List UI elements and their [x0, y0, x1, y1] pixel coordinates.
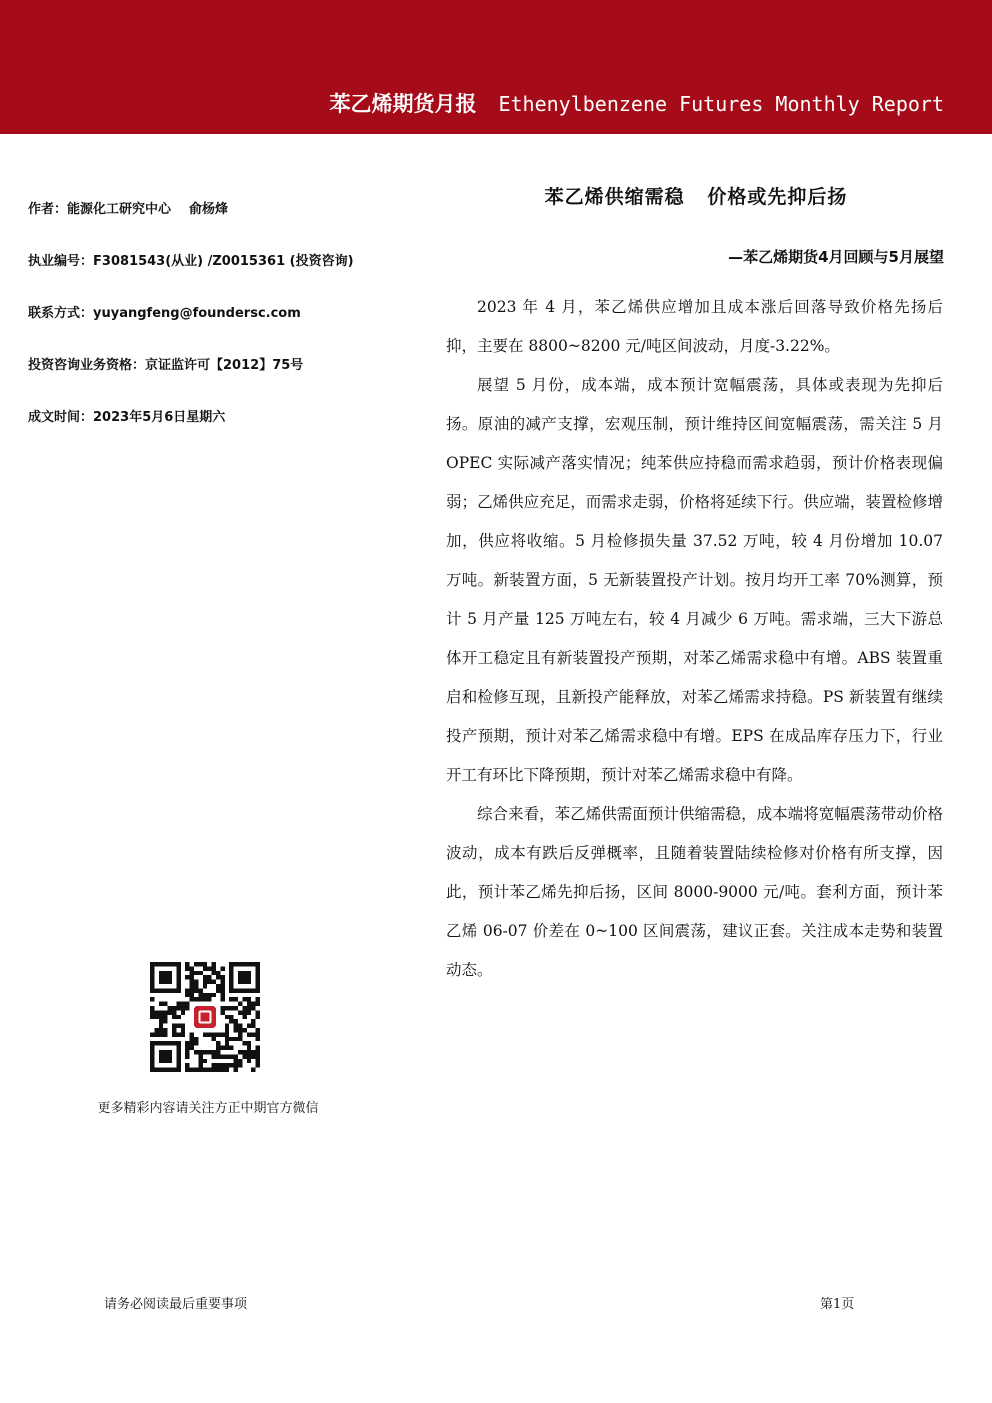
qualification-value: 京证监许可【2012】75号 [145, 358, 304, 373]
report-title: 苯乙烯供缩需稳 价格或先抑后扬 [544, 186, 848, 208]
author-row [28, 200, 418, 252]
author-name: 俞杨烽 [189, 202, 229, 217]
qualification-row [28, 356, 418, 408]
qualification-label: 投资咨询业务资格： [28, 358, 146, 373]
header-banner [0, 0, 992, 134]
license-row [28, 252, 418, 304]
author-info [28, 200, 418, 460]
qr-code-icon [150, 962, 260, 1072]
footer-notice: 请务必阅读最后重要事项 [104, 1297, 248, 1312]
contact-email[interactable]: yuyangfeng@foundersc.com [93, 306, 301, 321]
contact-row [28, 304, 418, 356]
report-body [446, 288, 943, 990]
qr-caption: 更多精彩内容请关注方正中期官方微信 [97, 1101, 319, 1116]
header-title [329, 88, 944, 122]
date-label: 成文时间： [28, 410, 94, 425]
body-paragraph: 综合来看，苯乙烯供需面预计供缩需稳，成本端将宽幅震荡带动价格波动，成本有跌后反弹概率，且随着装置陆续检修对价格有所支撑，因此，预计苯乙烯先抑后扬，区间 8000-9000 元/吨。套利方面，预计苯乙烯 06-07 价差在 0~100 区间震荡，建议正套。关注成本走势和装置动态。 [446, 805, 943, 979]
contact-label: 联系方式： [28, 306, 94, 321]
author-org: 能源化工研究中心 [67, 202, 172, 217]
date-row [28, 408, 418, 460]
body-paragraph: 2023 年 4 月，苯乙烯供应增加且成本涨后回落导致价格先扬后抑，主要在 8800~8200 元/吨区间波动，月度-3.22%。 [446, 298, 943, 355]
report-subtitle: —苯乙烯期货4月回顾与5月展望 [728, 248, 944, 266]
license-value: F3081543(从业) /Z0015361 (投资咨询) [93, 254, 354, 269]
license-label: 执业编号： [28, 254, 94, 269]
body-paragraph: 展望 5 月份，成本端，成本预计宽幅震荡，具体或表现为先抑后扬。原油的减产支撑，宏观压制，预计维持区间宽幅震荡，需关注 5 月 OPEC 实际减产落实情况；纯苯供应持稳而需求趋弱，预计价格表现偏弱；乙烯供应充足，而需求走弱，价格将延续下行。供应端，装置检修增加，供应将收缩。5 月检修损失量 37.52 万吨，较 4 月份增加 10.07 万吨。新装置方面，5 无新装置投产计划。按月均开工率 70%测算，预计 5 月产量 125 万吨左右，较 4 月减少 6 万吨。需求端，三大下游总体开工稳定且有新装置投产预期，对苯乙烯需求稳中有增。ABS 装置重启和检修互现，且新投产能释放，对苯乙烯需求持稳。PS 新装置有继续投产预期，预计对苯乙烯需求稳中有增。EPS 在成品库存压力下，行业开工有环比下降预期，预计对苯乙烯需求稳中有降。 [446, 376, 943, 784]
date-value: 2023年5月6日星期六 [93, 410, 226, 425]
qr-logo-icon [194, 1006, 216, 1028]
author-label: 作者： [28, 202, 68, 217]
page-number: 第1页 [820, 1297, 855, 1312]
header-title-cn: 苯乙烯期货月报 [329, 92, 477, 116]
header-title-en: Ethenylbenzene Futures Monthly Report [498, 92, 944, 116]
